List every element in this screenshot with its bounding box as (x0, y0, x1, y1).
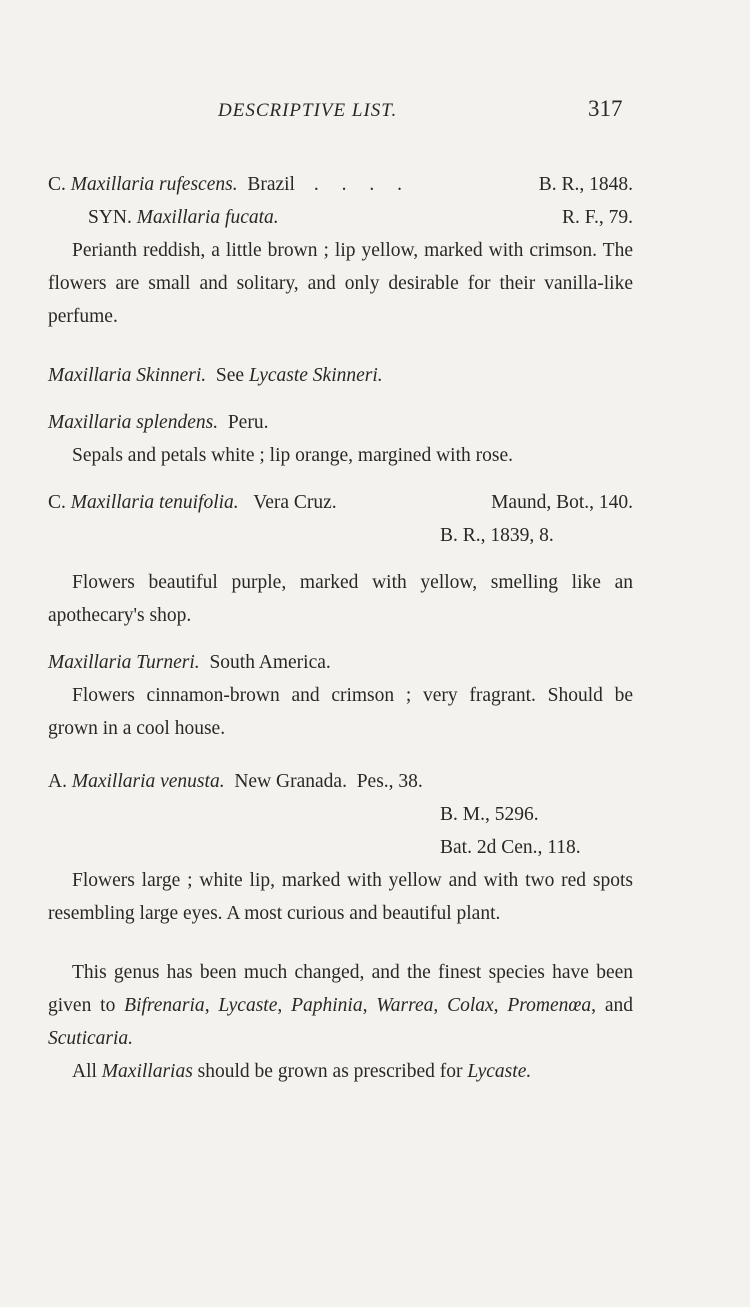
culture-note (48, 1055, 633, 1088)
entry-rufescens-heading (48, 168, 633, 201)
reference: B. M., 5296. (440, 804, 539, 825)
genus-note: This genus has been much changed, and the finest species have been given to Bifrenaria, Lycaste, Paphinia, Warrea, Colax, Promenœa, and Scuticaria. (48, 962, 633, 1049)
culture-genus: Maxillarias (101, 1061, 193, 1082)
entry-prefix: C. (48, 174, 66, 195)
leader-dots: . . . . (313, 174, 411, 195)
species-name: Maxillaria Turneri. (48, 652, 200, 673)
entry-tenuifolia-description: Flowers beautiful purple, marked with yellow, smelling like an apothecary's shop. (48, 572, 633, 626)
entry-rufescens-description: Perianth reddish, a little brown ; lip yellow, marked with crimson. The flowers are small and solitary, and only desirable for their vanilla-like perfume. (48, 240, 633, 327)
locality: South America. (209, 652, 331, 673)
entry-venusta-description: Flowers large ; white lip, marked with yellow and with two red spots resembling large eyes. A most curious and beautiful plant. (48, 870, 633, 924)
genus-name: Bifrenaria (124, 995, 205, 1016)
page-header (0, 96, 750, 130)
entry-skinneri-heading (48, 359, 633, 392)
species-name: Maxillaria Skinneri. (48, 365, 207, 386)
entry-splendens-heading (48, 406, 633, 439)
genus-name: Promenœa (507, 995, 592, 1016)
reference: Pes., 38. (356, 771, 423, 792)
entry-venusta-heading (48, 765, 633, 798)
reference: Bat. 2d Cen., 118. (440, 837, 581, 858)
see-label: See (215, 365, 245, 386)
entry-prefix: C. (48, 492, 66, 513)
genus-name: Lycaste (218, 995, 278, 1016)
reference: R. F., 79. (561, 207, 633, 228)
synonym-label: SYN. (88, 207, 132, 228)
culture-mid: should be grown as prescribed for (197, 1061, 463, 1082)
locality: Brazil (247, 174, 295, 195)
genus-name: Warrea (376, 995, 434, 1016)
page-number: 317 (588, 96, 623, 121)
locality: Peru. (227, 412, 269, 433)
genus-name: Scuticaria. (48, 1028, 134, 1049)
genus-note-intro: This genus has been much changed, and the finest species have been given to (48, 962, 633, 1016)
entry-splendens-description: Sepals and petals white ; lip orange, margined with rose. (72, 445, 513, 466)
reference: Maund, Bot., 140. (491, 492, 633, 513)
species-name: Maxillaria rufescens. (70, 174, 238, 195)
genus-note-and: and (604, 995, 633, 1016)
entry-rufescens-synonym (48, 201, 633, 234)
body-text (48, 168, 633, 1088)
species-name: Maxillaria venusta. (71, 771, 225, 792)
genus-name: Paphinia (291, 995, 363, 1016)
culture-lead: All (72, 1061, 97, 1082)
reference: B. R., 1848. (538, 174, 633, 195)
locality: Vera Cruz. (253, 492, 337, 513)
synonym-name: Maxillaria fucata. (136, 207, 279, 228)
cross-reference: Lycaste Skinneri. (248, 365, 383, 386)
species-name: Maxillaria splendens. (48, 412, 219, 433)
locality: New Granada. (234, 771, 347, 792)
entry-tenuifolia-heading (48, 486, 633, 519)
genus-name: Colax (447, 995, 494, 1016)
entry-turneri-heading (48, 646, 633, 679)
entry-turneri-description: Flowers cinnamon-brown and crimson ; very fragrant. Should be grown in a cool house. (48, 685, 633, 739)
entry-prefix: A. (48, 771, 67, 792)
reference: B. R., 1839, 8. (440, 525, 554, 546)
running-head: DESCRIPTIVE LIST. (218, 100, 398, 121)
culture-target: Lycaste. (467, 1061, 532, 1082)
species-name: Maxillaria tenuifolia. (70, 492, 239, 513)
